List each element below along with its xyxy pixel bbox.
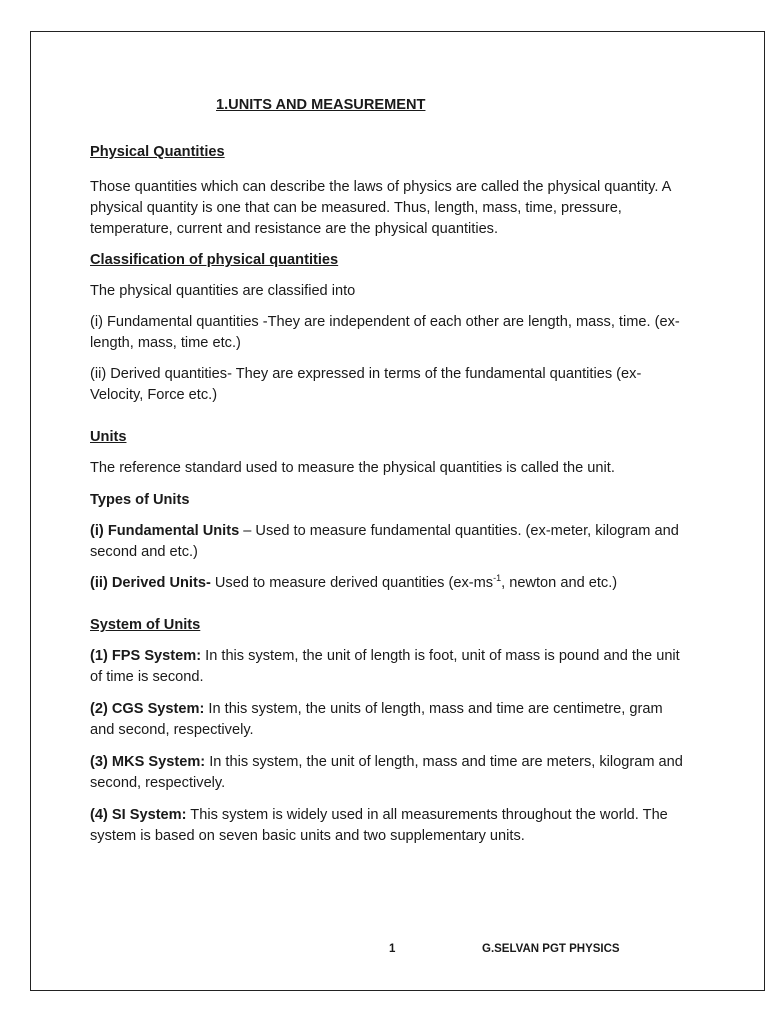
- derived-units-label: (ii) Derived Units-: [90, 575, 211, 591]
- heading-system-of-units: System of Units: [90, 617, 201, 633]
- si-system-item: [90, 805, 690, 847]
- si-system-label: (4) SI System:: [90, 807, 187, 823]
- fundamental-units-label: (i) Fundamental Units: [90, 523, 240, 539]
- units-paragraph: The reference standard used to measure the physical quantities is called the unit.: [90, 460, 615, 476]
- footer-author: G.SELVAN PGT PHYSICS: [482, 943, 620, 955]
- fps-system-text: In this system, the unit of length is foot, unit of mass is pound and the unit of time is second.: [90, 648, 680, 685]
- heading-physical-quantities: Physical Quantities: [90, 144, 225, 160]
- si-system-text: This system is widely used in all measurements throughout the world. The system is based on seven basic units and two supplementary units.: [90, 807, 668, 844]
- mks-system-label: (3) MKS System:: [90, 754, 206, 770]
- types-of-units-heading: Types of Units: [90, 492, 190, 508]
- derived-units-text: Used to measure derived quantities (ex-ms: [210, 575, 494, 591]
- physical-quantities-paragraph: Those quantities which can describe the laws of physics are called the physical quantity. A physical quantity is one that can be measured. Thus, length, mass, time, pressure, temperature, current and resistance are the physical quantities.: [90, 179, 671, 237]
- derived-units-superscript: -1: [493, 573, 502, 584]
- derived-units-item: [90, 573, 690, 594]
- heading-units: Units: [90, 429, 127, 445]
- document-body: [90, 95, 690, 847]
- mks-system-item: [90, 752, 690, 794]
- mks-system-text: In this system, the unit of length, mass and time are meters, kilogram and second, respectively.: [90, 754, 683, 791]
- heading-classification: Classification of physical quantities: [90, 252, 339, 268]
- classification-item-derived: (ii) Derived quantities- They are expressed in terms of the fundamental quantities (ex-Velocity, Force etc.): [90, 366, 642, 403]
- fundamental-units-item: [90, 521, 690, 563]
- classification-item-fundamental: (i) Fundamental quantities -They are independent of each other are length, mass, time. (ex- length, mass, time etc.): [90, 314, 680, 351]
- fps-system-item: [90, 646, 690, 688]
- fps-system-label: (1) FPS System:: [90, 648, 202, 664]
- cgs-system-text: In this system, the units of length, mass and time are centimetre, gram and second, respectively.: [90, 701, 663, 738]
- cgs-system-item: [90, 699, 690, 741]
- classification-intro: The physical quantities are classified into: [90, 283, 356, 299]
- fundamental-units-text: – Used to measure fundamental quantities. (ex-meter, kilogram and second and etc.): [90, 523, 679, 560]
- page-number: 1: [389, 943, 396, 955]
- document-title: 1.UNITS AND MEASUREMENT: [216, 97, 426, 113]
- cgs-system-label: (2) CGS System:: [90, 701, 205, 717]
- derived-units-text-end: , newton and etc.): [501, 575, 618, 591]
